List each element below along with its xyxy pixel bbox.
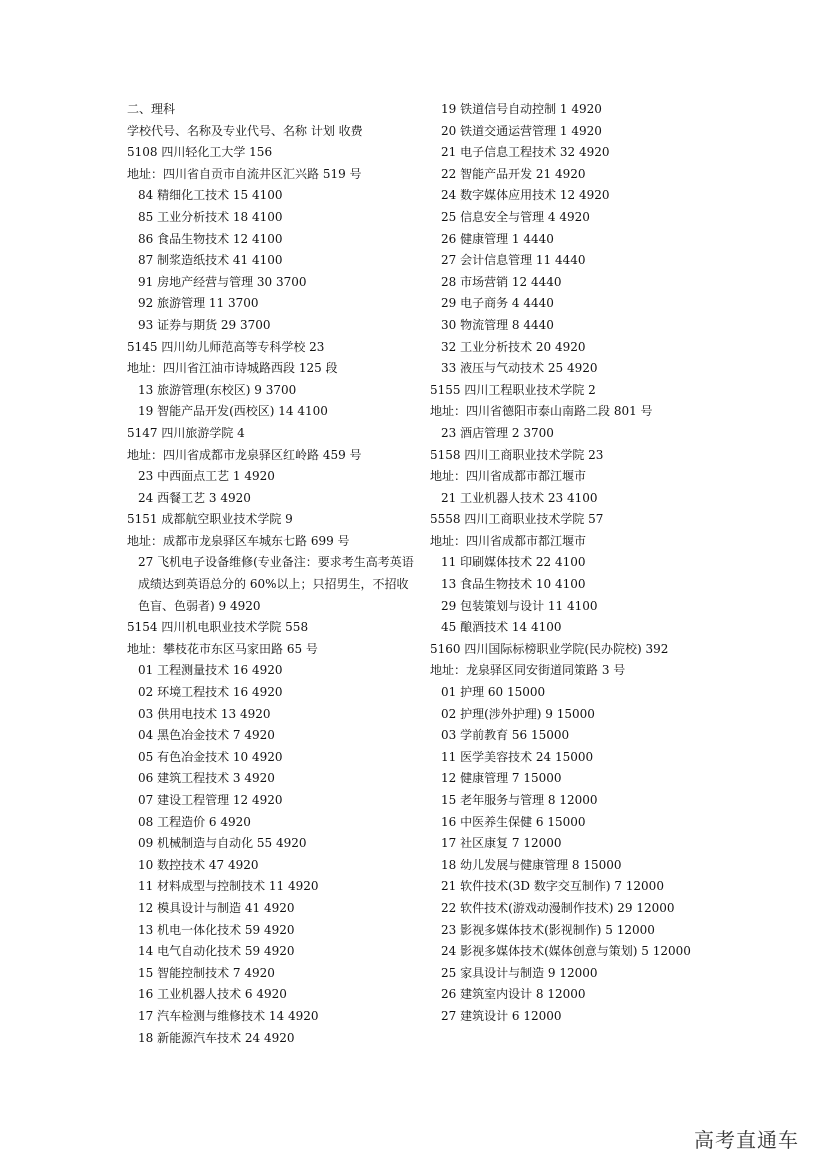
program-line: 27 飞机电子设备维修(专业备注：要求考生高考英语成绩达到英语总分的 60%以上；只招男生，不招收色盲、色弱者) 9 4920 bbox=[138, 555, 414, 613]
program-line: 11 材料成型与控制技术 11 4920 bbox=[138, 879, 319, 894]
program-line: 13 旅游管理(东校区) 9 3700 bbox=[138, 382, 297, 397]
program-line: 91 房地产经营与管理 30 3700 bbox=[138, 274, 307, 289]
program-line: 11 医学美容技术 24 15000 bbox=[441, 749, 594, 764]
program-line: 05 有色冶金技术 10 4920 bbox=[138, 749, 283, 764]
program-line: 17 社区康复 7 12000 bbox=[441, 836, 562, 851]
program-line: 15 智能控制技术 7 4920 bbox=[138, 965, 275, 980]
program-line: 04 黑色冶金技术 7 4920 bbox=[138, 728, 275, 743]
program-line: 45 酿酒技术 14 4100 bbox=[441, 620, 562, 635]
program-line: 24 西餐工艺 3 4920 bbox=[138, 490, 251, 505]
program-line: 12 模具设计与制造 41 4920 bbox=[138, 900, 295, 915]
program-line: 84 精细化工技术 15 4100 bbox=[138, 188, 283, 203]
school-line: 5558 四川工商职业技术学院 57 bbox=[430, 512, 604, 527]
program-line: 03 供用电技术 13 4920 bbox=[138, 706, 271, 721]
program-line: 19 铁道信号自动控制 1 4920 bbox=[441, 102, 602, 116]
program-line: 22 软件技术(游戏动漫制作技术) 29 12000 bbox=[441, 900, 675, 915]
program-line: 02 护理(涉外护理) 9 15000 bbox=[441, 706, 595, 721]
program-line: 24 影视多媒体技术(媒体创意与策划) 5 12000 bbox=[441, 944, 691, 959]
school-line: 地址：成都市龙泉驿区车城东七路 699 号 bbox=[127, 533, 350, 548]
school-line: 地址：四川省成都市龙泉驿区红岭路 459 号 bbox=[127, 447, 362, 462]
program-line: 02 环境工程技术 16 4920 bbox=[138, 685, 283, 700]
school-line: 学校代号、名称及专业代号、名称 计划 收费 bbox=[127, 123, 363, 138]
school-line: 地址：攀枝花市东区马家田路 65 号 bbox=[127, 641, 318, 656]
program-line: 25 家具设计与制造 9 12000 bbox=[441, 965, 598, 980]
program-line: 17 汽车检测与维修技术 14 4920 bbox=[138, 1008, 319, 1023]
program-line: 86 食品生物技术 12 4100 bbox=[138, 231, 283, 246]
program-line: 09 机械制造与自动化 55 4920 bbox=[138, 836, 307, 851]
program-line: 16 中医养生保健 6 15000 bbox=[441, 814, 586, 829]
school-line: 地址：龙泉驿区同安街道同策路 3 号 bbox=[430, 663, 626, 678]
program-line: 21 电子信息工程技术 32 4920 bbox=[441, 145, 610, 160]
program-line: 29 包装策划与设计 11 4100 bbox=[441, 598, 598, 613]
program-line: 16 工业机器人技术 6 4920 bbox=[138, 987, 287, 1002]
school-line: 5160 四川国际标榜职业学院(民办院校) 392 bbox=[430, 641, 669, 656]
program-line: 11 印刷媒体技术 22 4100 bbox=[441, 555, 586, 570]
program-line: 33 液压与气动技术 25 4920 bbox=[441, 361, 598, 376]
program-line: 23 影视多媒体技术(影视制作) 5 12000 bbox=[441, 922, 655, 937]
watermark: 高考直通车 bbox=[694, 1128, 799, 1152]
school-line: 5158 四川工商职业技术学院 23 bbox=[430, 447, 604, 462]
program-line: 21 软件技术(3D 数字交互制作) 7 12000 bbox=[441, 879, 664, 894]
program-line: 26 健康管理 1 4440 bbox=[441, 231, 554, 246]
program-line: 10 数控技术 47 4920 bbox=[138, 857, 259, 872]
program-line: 01 工程测量技术 16 4920 bbox=[138, 663, 283, 678]
program-line: 92 旅游管理 11 3700 bbox=[138, 296, 259, 311]
program-line: 25 信息安全与管理 4 4920 bbox=[441, 209, 590, 224]
program-line: 13 机电一体化技术 59 4920 bbox=[138, 922, 295, 937]
school-line: 地址：四川省江油市诗城路西段 125 段 bbox=[127, 361, 338, 376]
program-line: 27 会计信息管理 11 4440 bbox=[441, 253, 586, 268]
school-line: 5145 四川幼儿师范高等专科学校 23 bbox=[127, 339, 325, 354]
program-line: 01 护理 60 15000 bbox=[441, 685, 546, 700]
school-line: 5154 四川机电职业技术学院 558 bbox=[127, 620, 309, 635]
program-line: 03 学前教育 56 15000 bbox=[441, 728, 570, 743]
program-line: 13 食品生物技术 10 4100 bbox=[441, 577, 586, 592]
program-line: 19 智能产品开发(西校区) 14 4100 bbox=[138, 404, 328, 419]
program-line: 28 市场营销 12 4440 bbox=[441, 274, 562, 289]
program-line: 18 幼儿发展与健康管理 8 15000 bbox=[441, 857, 622, 872]
program-line: 22 智能产品开发 21 4920 bbox=[441, 166, 586, 181]
program-line: 87 制浆造纸技术 41 4100 bbox=[138, 253, 283, 268]
program-line: 29 电子商务 4 4440 bbox=[441, 296, 554, 311]
school-line: 地址：四川省成都市都江堰市 bbox=[430, 469, 587, 484]
program-line: 08 工程造价 6 4920 bbox=[138, 814, 251, 829]
program-line: 18 新能源汽车技术 24 4920 bbox=[138, 1030, 295, 1045]
program-line: 24 数字媒体应用技术 12 4920 bbox=[441, 188, 610, 203]
school-line: 地址：四川省自贡市自流井区汇兴路 519 号 bbox=[127, 166, 362, 181]
program-line: 06 建筑工程技术 3 4920 bbox=[138, 771, 275, 786]
school-line: 5155 四川工程职业技术学院 2 bbox=[430, 382, 596, 397]
program-line: 21 工业机器人技术 23 4100 bbox=[441, 490, 598, 505]
program-line: 85 工业分析技术 18 4100 bbox=[138, 209, 283, 224]
program-line: 14 电气自动化技术 59 4920 bbox=[138, 944, 295, 959]
school-line: 5108 四川轻化工大学 156 bbox=[127, 145, 273, 160]
program-line: 15 老年服务与管理 8 12000 bbox=[441, 793, 598, 807]
program-line: 93 证券与期货 29 3700 bbox=[138, 317, 271, 332]
program-line: 07 建设工程管理 12 4920 bbox=[138, 793, 283, 807]
school-line: 5151 成都航空职业技术学院 9 bbox=[127, 512, 293, 527]
school-line: 地址：四川省成都市都江堰市 bbox=[430, 533, 587, 548]
program-line: 12 健康管理 7 15000 bbox=[441, 771, 562, 786]
program-line: 27 建筑设计 6 12000 bbox=[441, 1008, 562, 1023]
school-line: 5147 四川旅游学院 4 bbox=[127, 425, 245, 440]
program-line: 26 建筑室内设计 8 12000 bbox=[441, 987, 586, 1002]
program-line: 20 铁道交通运营管理 1 4920 bbox=[441, 123, 602, 138]
program-line: 23 酒店管理 2 3700 bbox=[441, 425, 554, 440]
school-line: 地址：四川省德阳市泰山南路二段 801 号 bbox=[430, 404, 653, 419]
right-column bbox=[430, 99, 730, 1028]
school-line: 二、理科 bbox=[127, 102, 176, 116]
program-line: 30 物流管理 8 4440 bbox=[441, 317, 554, 332]
program-line: 23 中西面点工艺 1 4920 bbox=[138, 469, 275, 484]
left-column bbox=[127, 99, 417, 1049]
program-line: 32 工业分析技术 20 4920 bbox=[441, 339, 586, 354]
